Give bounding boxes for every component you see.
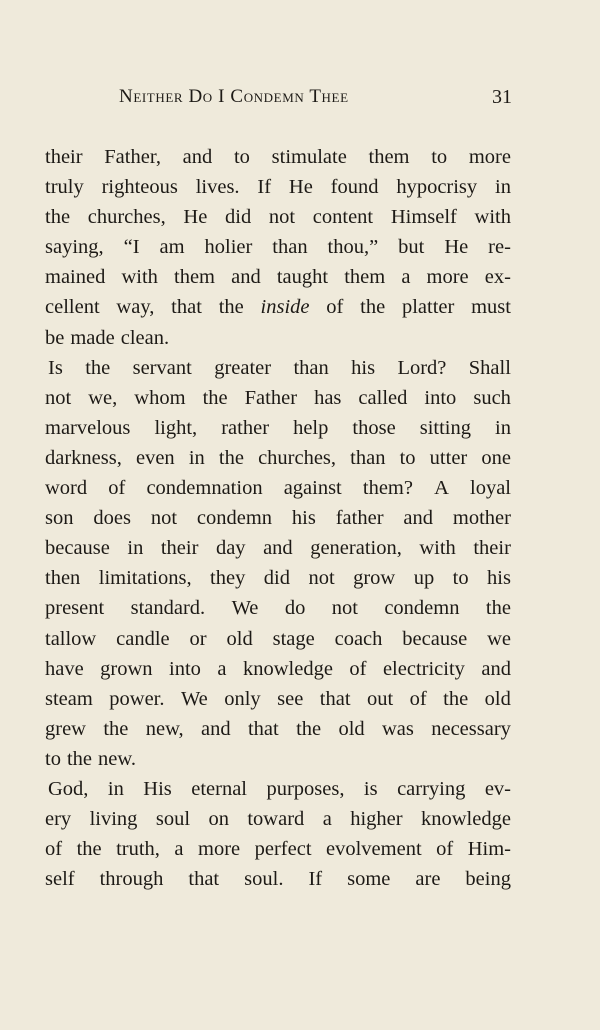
word: we,	[88, 386, 118, 409]
word: such	[473, 386, 511, 409]
word: ev-	[484, 777, 511, 800]
word: righteous	[101, 176, 178, 199]
word: new.	[98, 747, 136, 770]
word: with	[474, 206, 511, 229]
word: He	[288, 176, 313, 199]
word: content	[312, 206, 374, 229]
word: not	[331, 597, 358, 620]
word: we	[487, 627, 511, 650]
word: because	[45, 537, 110, 560]
word: in	[127, 537, 144, 560]
word: old	[338, 717, 365, 740]
text-line	[45, 323, 511, 353]
word: truth,	[116, 838, 160, 861]
word: found	[330, 176, 379, 199]
word: carrying	[397, 777, 466, 800]
word: Him-	[467, 838, 511, 861]
word: the	[360, 296, 386, 319]
word: to	[431, 146, 448, 168]
word: Father	[244, 386, 298, 409]
word: limitations,	[98, 567, 192, 590]
word: self	[45, 868, 75, 891]
word: their	[45, 146, 83, 168]
word: his	[487, 567, 511, 590]
word: than	[272, 236, 308, 259]
text-line	[45, 774, 511, 804]
word: the	[85, 356, 111, 379]
word: made	[70, 326, 115, 349]
word: the	[45, 206, 71, 229]
word: sitting	[419, 416, 471, 439]
word: whom	[134, 386, 186, 409]
text-line	[45, 383, 511, 413]
text-line	[45, 804, 511, 834]
word: one	[481, 446, 511, 469]
word: perfect	[254, 838, 312, 861]
word: do	[284, 597, 306, 620]
word: even	[135, 446, 175, 469]
word: to	[452, 567, 469, 590]
word: has	[314, 386, 342, 409]
text-line	[45, 202, 511, 232]
word: on	[208, 808, 229, 831]
word: father	[335, 507, 384, 530]
word: that	[171, 296, 202, 319]
word: the	[218, 446, 244, 469]
word: ex-	[484, 266, 511, 289]
word: of	[326, 296, 344, 319]
word: Is	[48, 356, 63, 379]
word: with	[419, 537, 456, 560]
word: not	[268, 206, 296, 229]
text-line	[45, 142, 511, 172]
word: light,	[154, 416, 198, 439]
word: not	[308, 567, 335, 590]
word: purposes,	[266, 777, 345, 800]
word: than	[293, 356, 329, 379]
word: Lord?	[397, 356, 447, 379]
word: into	[169, 657, 201, 680]
body-text	[45, 142, 511, 894]
word: grown	[100, 657, 153, 680]
word: of	[409, 687, 427, 710]
text-line	[45, 413, 511, 443]
text-line	[45, 503, 511, 533]
word: mother	[452, 507, 511, 530]
word: than	[350, 446, 386, 469]
word: “I	[123, 236, 140, 259]
word: candle	[116, 627, 170, 650]
word: them?	[362, 477, 413, 500]
text-line	[45, 654, 511, 684]
text-line	[45, 172, 511, 202]
word: of	[45, 838, 63, 861]
word: that	[247, 717, 279, 740]
word: power.	[109, 687, 165, 710]
word: electricity	[382, 657, 465, 680]
word: in	[495, 416, 511, 439]
word: the	[218, 296, 244, 319]
page-number: 31	[492, 86, 512, 108]
word: the	[296, 717, 322, 740]
word: more	[198, 838, 241, 861]
word: them	[344, 266, 386, 289]
word: utter	[429, 446, 468, 469]
word: new,	[145, 717, 184, 740]
word: generation,	[310, 537, 402, 560]
word: a	[217, 657, 227, 680]
word: his	[351, 356, 376, 379]
word: servant	[132, 356, 192, 379]
text-line	[45, 473, 511, 503]
word: If	[257, 176, 272, 199]
word: taught	[276, 266, 329, 289]
text-line	[45, 864, 511, 894]
word: word	[45, 477, 88, 500]
word: see	[277, 687, 304, 710]
text-line	[45, 834, 511, 864]
word: darkness,	[45, 446, 122, 469]
word: coach	[334, 627, 383, 650]
word: and	[231, 266, 261, 289]
word: their	[473, 537, 511, 560]
word: more	[468, 146, 511, 168]
text-line	[45, 744, 511, 774]
word: of	[108, 477, 126, 500]
word: higher	[350, 808, 403, 831]
word: marvelous	[45, 416, 131, 439]
word: in	[188, 446, 205, 469]
word: son	[45, 507, 74, 530]
word: but	[398, 236, 425, 259]
word: the	[202, 386, 228, 409]
word: steam	[45, 687, 93, 710]
word: churches,	[258, 446, 337, 469]
word: to	[399, 446, 416, 469]
word: saying,	[45, 236, 104, 259]
word: did	[263, 567, 290, 590]
text-line	[45, 624, 511, 654]
word: knowledge	[420, 808, 511, 831]
word: necessary	[431, 717, 511, 740]
text-line	[45, 353, 511, 383]
word: with	[121, 266, 158, 289]
word: them	[174, 266, 216, 289]
word: and	[182, 146, 213, 168]
word: greater	[214, 356, 272, 379]
word: churches,	[87, 206, 166, 229]
word: eternal	[191, 777, 247, 800]
word: in	[107, 777, 124, 800]
word: up	[413, 567, 435, 590]
word: soul	[155, 808, 191, 831]
word: the	[76, 838, 102, 861]
word: the	[485, 597, 511, 620]
word: condemn	[196, 507, 273, 530]
word: a	[322, 808, 332, 831]
word: that	[319, 687, 351, 710]
word: Himself	[390, 206, 457, 229]
word: clean.	[120, 326, 170, 349]
word: old	[484, 687, 511, 710]
word: into	[424, 386, 457, 409]
word: must	[471, 296, 511, 319]
word: a	[174, 838, 184, 861]
text-line	[45, 292, 511, 322]
word: condemn	[384, 597, 460, 620]
word: God,	[48, 777, 89, 800]
word: condemnation	[146, 477, 263, 500]
word: cellent	[45, 296, 100, 319]
word: We	[180, 687, 208, 710]
word: they	[210, 567, 246, 590]
word: be	[45, 326, 65, 349]
italic-word: inside	[260, 296, 310, 319]
word: toward	[247, 808, 305, 831]
word: present	[45, 597, 105, 620]
word: or	[189, 627, 207, 650]
word: not	[45, 386, 72, 409]
word: grow	[353, 567, 396, 590]
running-header	[119, 86, 512, 114]
word: only	[224, 687, 261, 710]
word: because	[402, 627, 468, 650]
word: and	[263, 537, 293, 560]
word: through	[99, 868, 164, 891]
word: soul.	[244, 868, 284, 891]
word: his	[291, 507, 316, 530]
word: ery	[45, 808, 72, 831]
word: that	[188, 868, 220, 891]
word: not	[150, 507, 178, 530]
word: thou,”	[327, 236, 379, 259]
word: more	[426, 266, 469, 289]
word: knowledge	[242, 657, 333, 680]
word: the	[443, 687, 469, 710]
word: Father,	[104, 146, 161, 168]
word: have	[45, 657, 84, 680]
word: We	[231, 597, 259, 620]
word: stage	[272, 627, 315, 650]
word: them	[368, 146, 410, 168]
word: and	[201, 717, 231, 740]
word: platter	[401, 296, 455, 319]
word: does	[93, 507, 131, 530]
word: to	[45, 747, 61, 770]
word: If	[308, 868, 323, 891]
text-line	[45, 593, 511, 623]
word: evolvement	[326, 838, 422, 861]
word: out	[366, 687, 394, 710]
word: mained	[45, 266, 106, 289]
text-line	[45, 262, 511, 292]
text-line	[45, 563, 511, 593]
running-title: Neither Do I Condemn Thee	[119, 86, 349, 107]
word: standard.	[130, 597, 206, 620]
word: to	[233, 146, 250, 168]
word: A	[434, 477, 449, 500]
word: tallow	[45, 627, 97, 650]
word: help	[293, 416, 329, 439]
word: and	[481, 657, 511, 680]
word: His	[143, 777, 172, 800]
word: hypocrisy	[396, 176, 478, 199]
word: are	[415, 868, 441, 891]
text-line	[45, 232, 511, 262]
word: a	[401, 266, 411, 289]
word: truly	[45, 176, 84, 199]
word: in	[495, 176, 511, 199]
word: being	[465, 868, 511, 891]
text-line	[45, 714, 511, 744]
word: of	[436, 838, 454, 861]
word: He	[183, 206, 208, 229]
word: re-	[488, 236, 511, 259]
text-line	[45, 684, 511, 714]
word: is	[363, 777, 378, 800]
word: stimulate	[271, 146, 347, 168]
word: rather	[221, 416, 270, 439]
text-line	[45, 533, 511, 563]
word: holier	[204, 236, 253, 259]
word: and	[403, 507, 434, 530]
word: day	[215, 537, 246, 560]
word: He	[444, 236, 469, 259]
word: loyal	[470, 477, 511, 500]
word: some	[347, 868, 391, 891]
text-line	[45, 443, 511, 473]
word: against	[283, 477, 342, 500]
word: those	[352, 416, 396, 439]
word: am	[159, 236, 185, 259]
word: of	[349, 657, 367, 680]
word: old	[226, 627, 253, 650]
word: called	[358, 386, 408, 409]
word: their	[160, 537, 199, 560]
word: Shall	[468, 356, 511, 379]
word: lives.	[195, 176, 240, 199]
word: did	[225, 206, 252, 229]
word: living	[89, 808, 138, 831]
word: was	[382, 717, 414, 740]
word: the	[66, 747, 92, 770]
word: grew	[45, 717, 86, 740]
word: the	[103, 717, 129, 740]
word: then	[45, 567, 81, 590]
word: way,	[116, 296, 155, 319]
